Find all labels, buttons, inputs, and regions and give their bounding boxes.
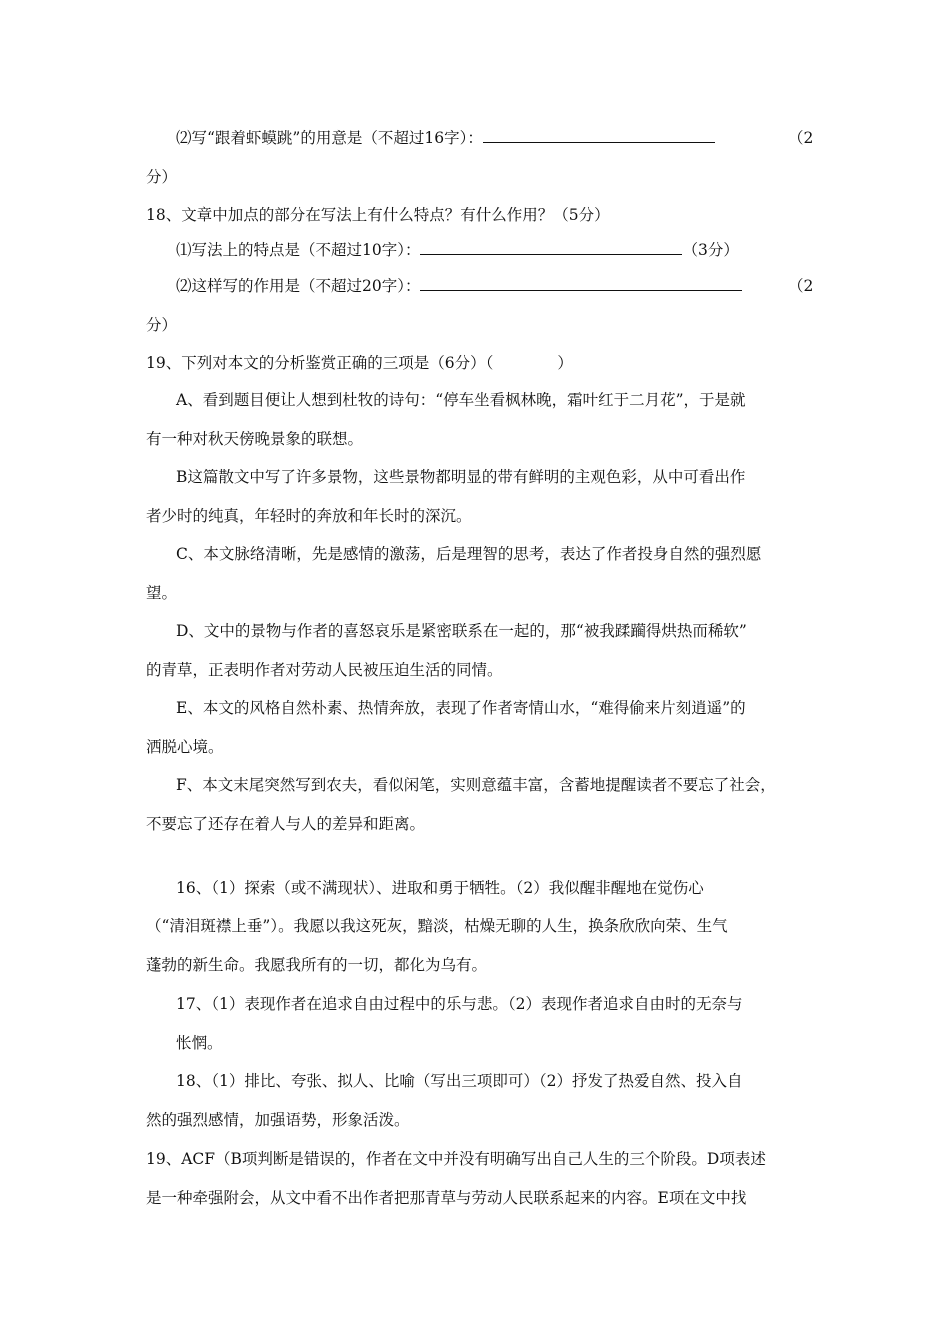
q19-option-c-line1: C、本文脉络清晰，先是感情的激荡，后是理智的思考，表达了作者投身自然的强烈愿: [176, 545, 762, 563]
q18-part2-points: （2: [788, 277, 814, 295]
q18-part1-answer-blank[interactable]: [420, 240, 682, 255]
q19-option-e-line2: 洒脱心境。: [146, 738, 224, 756]
q19-option-a-line2: 有一种对秋天傍晚景象的联想。: [146, 430, 364, 448]
q18-part1-line: [176, 240, 739, 260]
answer-16-line3: 蓬勃的新生命。我愿我所有的一切，都化为乌有。: [146, 956, 488, 974]
q18-stem: 18、文章中加点的部分在写法上有什么特点？有什么作用？（5分）: [146, 206, 610, 224]
q19-stem: [146, 353, 573, 373]
answer-19-line2: 是一种牵强附会，从文中看不出作者把那青草与劳动人民联系起来的内容。E项在文中找: [146, 1189, 747, 1207]
q18-part2-line: [176, 276, 742, 296]
q17-part2-answer-blank[interactable]: [483, 128, 715, 143]
q19-option-e-line1: E、本文的风格自然朴素、热情奔放，表现了作者寄情山水，“难得偷来片刻逍遥”的: [176, 699, 746, 717]
q19-option-b-line1: B这篇散文中写了许多景物，这些景物都明显的带有鲜明的主观色彩，从中可看出作: [176, 468, 746, 486]
q19-option-f-line1: F、本文末尾突然写到农夫，看似闲笔，实则意蕴丰富，含蓄地提醒读者不要忘了社会，: [176, 776, 776, 794]
q19-option-b-line2: 者少时的纯真，年轻时的奔放和年长时的深沉。: [146, 507, 472, 525]
q19-option-d-line2: 的青草，正表明作者对劳动人民被压迫生活的同情。: [146, 661, 503, 679]
q18-part2-points-cont: 分）: [146, 316, 178, 334]
q17-part2-points: （2: [788, 129, 814, 147]
q18-part1-text: ⑴写法上的特点是（不超过10字）：: [176, 241, 421, 259]
q17-part2-points-cont: 分）: [146, 168, 178, 186]
q19-stem-text: 19、下列对本文的分析鉴赏正确的三项是（6分）（: [146, 354, 494, 372]
answer-19-line1: 19、ACF（B项判断是错误的，作者在文中并没有明确写出自己人生的三个阶段。D项表述: [146, 1150, 766, 1168]
q19-option-f-line2: 不要忘了还存在着人与人的差异和距离。: [146, 815, 426, 833]
answer-18-line1: 18、（1）排比、夸张、拟人、比喻（写出三项即可）（2）抒发了热爱自然、投入自: [176, 1072, 743, 1090]
answer-18-line2: 然的强烈感情，加强语势，形象活泼。: [146, 1111, 410, 1129]
q19-option-a-line1: A、看到题目便让人想到杜牧的诗句：“停车坐看枫林晚，霜叶红于二月花”，于是就: [176, 391, 746, 409]
q18-part2-text: ⑵这样写的作用是（不超过20字）：: [176, 277, 421, 295]
answer-16-line2: （“清泪斑襟上垂”）。我愿以我这死灰，黯淡，枯燥无聊的人生，换条欣欣向荣、生气: [146, 917, 728, 935]
answer-16-line1: 16、（1）探索（或不满现状）、进取和勇于牺牲。（2）我似醒非醒地在觉伤心: [176, 879, 704, 897]
q19-option-c-line2: 望。: [146, 584, 178, 602]
answer-17-line1: 17、（1）表现作者在追求自由过程中的乐与悲。（2）表现作者追求自由时的无奈与: [176, 995, 743, 1013]
q18-part2-answer-blank[interactable]: [420, 276, 742, 291]
q18-part1-points: （3分）: [682, 241, 739, 259]
q19-option-d-line1: D、文中的景物与作者的喜怒哀乐是紧密联系在一起的，那“被我蹂躏得烘热而稀软”: [176, 622, 747, 640]
answer-17-line2: 怅惘。: [176, 1034, 223, 1052]
q19-stem-close: ）: [557, 354, 573, 372]
q17-part2-line: [176, 128, 715, 148]
q17-part2-text: ⑵写“跟着虾蟆跳”的用意是（不超过16字）：: [176, 129, 483, 147]
